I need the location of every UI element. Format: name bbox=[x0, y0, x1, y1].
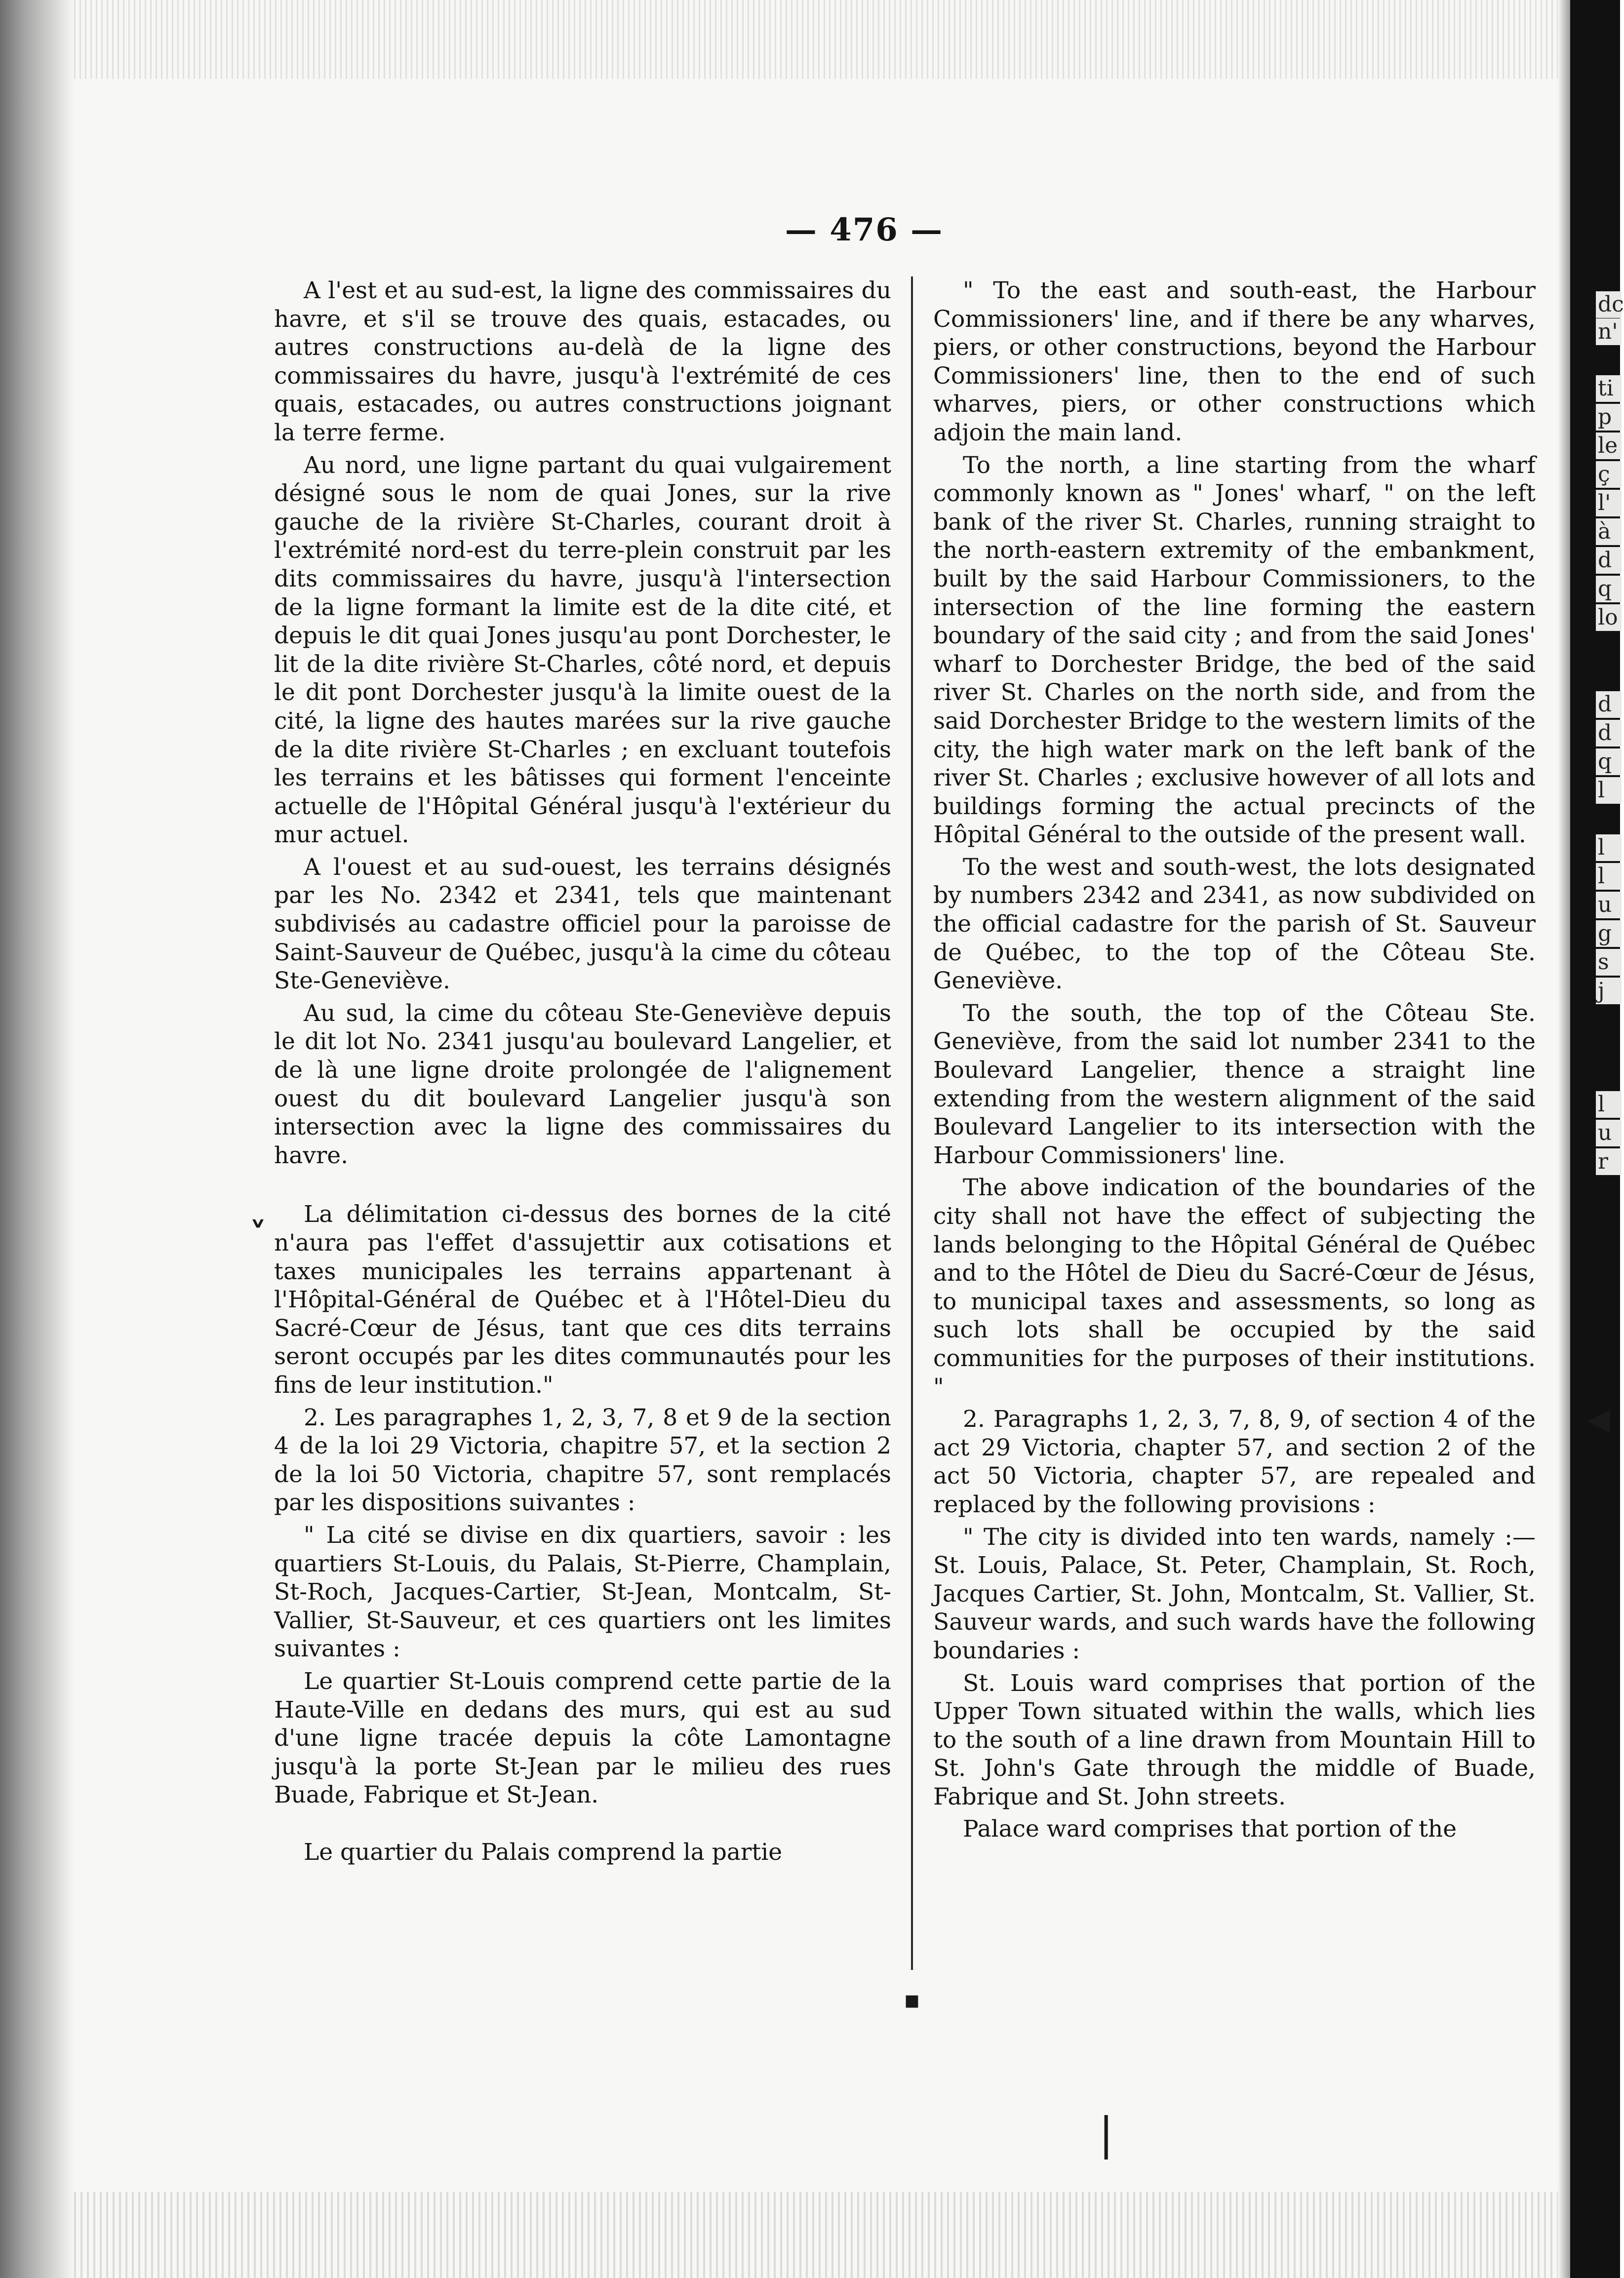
margin-fragment: l bbox=[1596, 863, 1622, 890]
fr-paragraph: " La cité se divise en dix quartiers, savoir : les quartiers St-Louis, du Palais, St-Pierre, Champlain, St-Roch, Jacques-Cartier, St-Jean, Montcalm, St-Vallier, St-Sauveur, et ces quartiers ont les limites suivantes : bbox=[274, 1521, 891, 1663]
ink-mark: | bbox=[1099, 2108, 1114, 2160]
punch-hole-mark: ◀ bbox=[1587, 1402, 1611, 1437]
ink-speck: ˅ bbox=[249, 1215, 267, 1256]
margin-fragment: d bbox=[1596, 547, 1622, 574]
fr-paragraph: La délimitation ci-dessus des bornes de la cité n'aura pas l'effet d'assujettir aux cotisations et taxes municipales les terrains appartenant à l'Hôpital-Général de Québec et à l'Hôtel-Dieu du Sacré-Cœur de Jésus, tant que ces dits terrains seront occupés par les dites communautés pour les fins de leur institution." bbox=[274, 1201, 891, 1399]
fr-paragraph: Le quartier du Palais comprend la partie bbox=[304, 1838, 783, 1866]
margin-fragment: q bbox=[1596, 748, 1622, 775]
en-paragraph: St. Louis ward comprises that portion of the Upper Town situated within the walls, which lies to the south of a line drawn from Mountain Hill to St. John's Gate through the middle of Buade, Fabrique and St. John streets. bbox=[933, 1669, 1536, 1810]
fr-paragraph: A l'est et au sud-est, la ligne des commissaires du havre, et s'il se trouve des quais, estacades, ou autres constructions au-delà de la ligne des commissaires du havre, jusqu'à l'extrémité de ces quais, estacades, ou autres constructions joignant la terre ferme. bbox=[274, 277, 891, 446]
margin-fragment: r bbox=[1596, 1148, 1622, 1175]
margin-fragment: l bbox=[1596, 777, 1622, 804]
en-paragraph: To the west and south-west, the lots designated by numbers 2342 and 2341, as now subdivided on the official cadastre for the parish of St. Sauveur de Québec, to the top of the Côteau Ste. Geneviève. bbox=[933, 853, 1536, 995]
margin-fragment: s bbox=[1596, 949, 1622, 976]
en-paragraph: To the south, the top of the Côteau Ste. Geneviève, from the said lot number 2341 to the Boulevard Langelier, thence a straight line extending from the western alignment of the said Boulevard Langelier to its intersection with the Harbour Commissioners' line. bbox=[933, 999, 1536, 1169]
en-paragraph: The above indication of the boundaries of the city shall not have the effect of subjecting the lands belonging to the Hôpital Général de Québec and to the Hôtel de Dieu du Sacré-Cœur de Jésus, to municipal taxes and assessments, so long as such lots shall be occupied by the said communities for the purposes of their institutions. " bbox=[933, 1174, 1536, 1401]
scan-noise-bottom bbox=[74, 2192, 1570, 2278]
english-column bbox=[933, 276, 1536, 1847]
margin-fragment: à bbox=[1596, 518, 1622, 545]
margin-fragment: le bbox=[1596, 432, 1622, 459]
column-divider bbox=[911, 276, 913, 1970]
margin-fragment: u bbox=[1596, 892, 1622, 918]
en-paragraph: 2. Paragraphs 1, 2, 3, 7, 8, 9, of section 4 of the act 29 Victoria, chapter 57, and section 2 of the act 50 Victoria, chapter 57, are repealed and replaced by the following provisions : bbox=[933, 1406, 1536, 1518]
en-paragraph: " The city is divided into ten wards, namely :—St. Louis, Palace, St. Peter, Champlain, St. Roch, Jacques Cartier, St. John, Montcalm, St. Vallier, St. Sauveur wards, and such wards have the following boundaries : bbox=[933, 1523, 1536, 1664]
margin-fragment: n' bbox=[1596, 318, 1622, 345]
margin-fragment: p bbox=[1596, 404, 1622, 431]
margin-fragment: dc bbox=[1596, 291, 1622, 318]
margin-fragment: ç bbox=[1596, 461, 1622, 488]
margin-fragment: d bbox=[1596, 691, 1622, 718]
margin-fragment: l bbox=[1596, 834, 1622, 861]
margin-fragment: l' bbox=[1596, 490, 1622, 516]
margin-fragment: g bbox=[1596, 920, 1622, 947]
scan-noise-top bbox=[74, 0, 1570, 79]
margin-fragment: j bbox=[1596, 978, 1622, 1004]
french-column bbox=[274, 276, 891, 1870]
page-number: — 476 — bbox=[785, 211, 944, 248]
scan-shadow-left bbox=[0, 0, 74, 2278]
margin-fragment: l bbox=[1596, 1091, 1622, 1118]
margin-fragment: d bbox=[1596, 720, 1622, 746]
en-paragraph: To the north, a line starting from the wharf commonly known as " Jones' wharf, " on the left bank of the river St. Charles, running straight to the north-eastern extremity of the embankment, built by the said Harbour Commissioners, to the intersection of the line forming the eastern boundary of the said city ; and from the said Jones' wharf to Dorchester Bridge, the bed of the said river St. Charles on the north side, and from the said Dorchester Bridge to the western limits of the city, the high water mark on the left bank of the river St. Charles ; exclusive however of all lots and buildings forming the actual precincts of the Hôpital Général to the outside of the present wall. bbox=[933, 451, 1536, 849]
en-paragraph: Palace ward comprises that portion of the bbox=[963, 1815, 1457, 1843]
fr-paragraph: Au sud, la cime du côteau Ste-Geneviève depuis le dit lot No. 2341 jusqu'au boulevard Langelier, et de là une ligne droite prolongée de l'alignement ouest du dit boulevard Langelier jusqu'à son intersection avec la ligne des commissaires du havre. bbox=[274, 999, 891, 1169]
ink-speck: ▪ bbox=[904, 1985, 920, 2014]
margin-fragment: ti bbox=[1596, 375, 1622, 402]
margin-fragment: u bbox=[1596, 1120, 1622, 1146]
fr-paragraph: 2. Les paragraphes 1, 2, 3, 7, 8 et 9 de la section 4 de la loi 29 Victoria, chapitre 57, et la section 2 de la loi 50 Victoria, chapitre 57, sont remplacés par les dispositions suivantes : bbox=[274, 1404, 891, 1517]
en-paragraph: " To the east and south-east, the Harbour Commissioners' line, and if there be any wharves, piers, or other constructions, beyond the Harbour Commissioners' line, then to the end of such wharves, piers, or other constructions which adjoin the main land. bbox=[933, 277, 1536, 446]
margin-fragment: lo bbox=[1596, 604, 1622, 631]
fr-paragraph: Au nord, une ligne partant du quai vulgairement désigné sous le nom de quai Jones, sur la rive gauche de la rivière St-Charles, courant droit à l'extrémité nord-est du terre-plein construit par les dits commissaires du havre, jusqu'à l'intersection de la ligne formant la limite est de la dite cité, et depuis le dit quai Jones jusqu'au pont Dorchester, le lit de la dite rivière St-Charles, côté nord, et depuis le dit pont Dorchester jusqu'à la limite ouest de la cité, la ligne des hautes marées sur la rive gauche de la dite rivière St-Charles ; en excluant toutefois les terrains et les bâtisses qui forment l'enceinte actuelle de l'Hôpital Général jusqu'à l'extérieur du mur actuel. bbox=[274, 451, 891, 849]
margin-fragment: q bbox=[1596, 576, 1622, 602]
fr-paragraph: Le quartier St-Louis comprend cette partie de la Haute-Ville en dedans des murs, qui est au sud d'une ligne tracée depuis la côte Lamontagne jusqu'à la porte St-Jean par le milieu des rues Buade, Fabrique et St-Jean. bbox=[274, 1667, 891, 1809]
fr-paragraph: A l'ouest et au sud-ouest, les terrains désignés par les No. 2342 et 2341, tels que maintenant subdivisés au cadastre officiel pour la paroisse de Saint-Sauveur de Québec, jusqu'à la cime du côteau Ste-Geneviève. bbox=[274, 853, 891, 995]
